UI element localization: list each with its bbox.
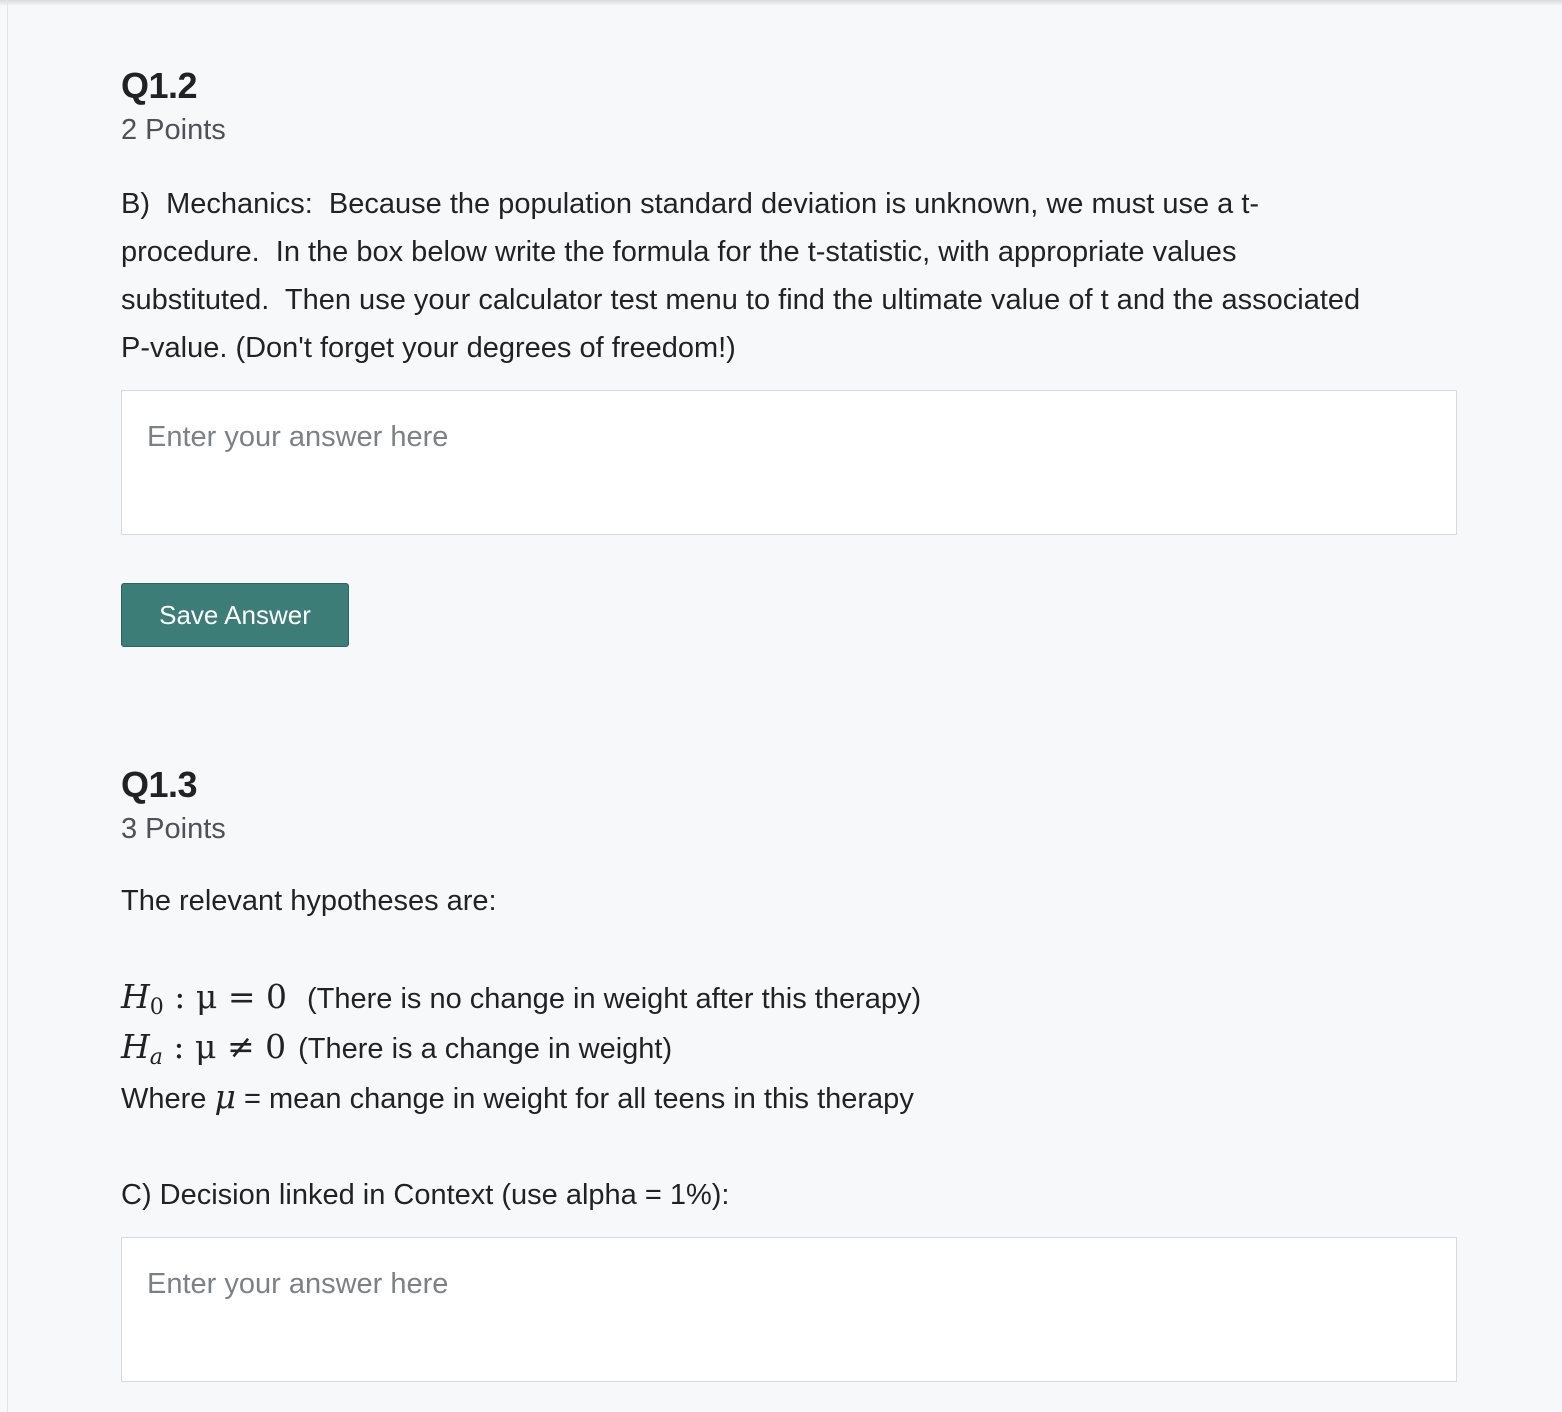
hypothesis-expression: : μ = 0 (163, 977, 287, 1016)
question-title: Q1.3 (121, 764, 198, 805)
definition-prefix: Where (121, 1083, 215, 1115)
answer-input[interactable] (121, 1237, 1457, 1382)
null-hypothesis-math (121, 977, 287, 1020)
left-divider (7, 0, 8, 1412)
question-points: 2 Points (121, 114, 226, 146)
alternative-hypothesis (121, 1023, 1459, 1073)
hypothesis-symbol: H (121, 1027, 150, 1066)
alternative-hypothesis-math (121, 1027, 287, 1070)
question-1-3 (121, 761, 1459, 1382)
hypotheses-block (121, 973, 1459, 1123)
null-hypothesis (121, 973, 1459, 1023)
top-shadow (0, 0, 1562, 6)
hypothesis-subscript: a (149, 1045, 163, 1070)
answer-input[interactable] (121, 390, 1457, 535)
null-hypothesis-note: (There is no change in weight after this therapy) (307, 983, 922, 1015)
hypotheses-intro: The relevant hypotheses are: (121, 885, 497, 917)
question-prompt: B) Mechanics: Because the population standard deviation is unknown, we must use a t-procedure. In the box below write the formula for the t-statistic, with appropriate values substituted. Then use your calculator test menu to find the ultimate value of t and the associated P-value. (Don't forget your degrees of freedom!) (121, 188, 1369, 364)
question-points: 3 Points (121, 813, 226, 845)
question-1-2 (121, 62, 1459, 647)
hypothesis-symbol: H (121, 977, 150, 1016)
definition-text: = mean change in weight for all teens in this therapy (235, 1083, 914, 1115)
question-content (121, 62, 1459, 1382)
save-answer-button[interactable]: Save Answer (121, 583, 349, 647)
alternative-hypothesis-note: (There is a change in weight) (298, 1033, 673, 1065)
decision-prompt: C) Decision linked in Context (use alpha = 1%): (121, 1179, 730, 1211)
question-title: Q1.2 (121, 65, 198, 106)
hypothesis-expression: : μ ≠ 0 (162, 1027, 287, 1066)
parameter-definition (121, 1073, 1459, 1123)
mu-symbol: μ (214, 1077, 236, 1116)
hypothesis-subscript: 0 (149, 995, 164, 1020)
